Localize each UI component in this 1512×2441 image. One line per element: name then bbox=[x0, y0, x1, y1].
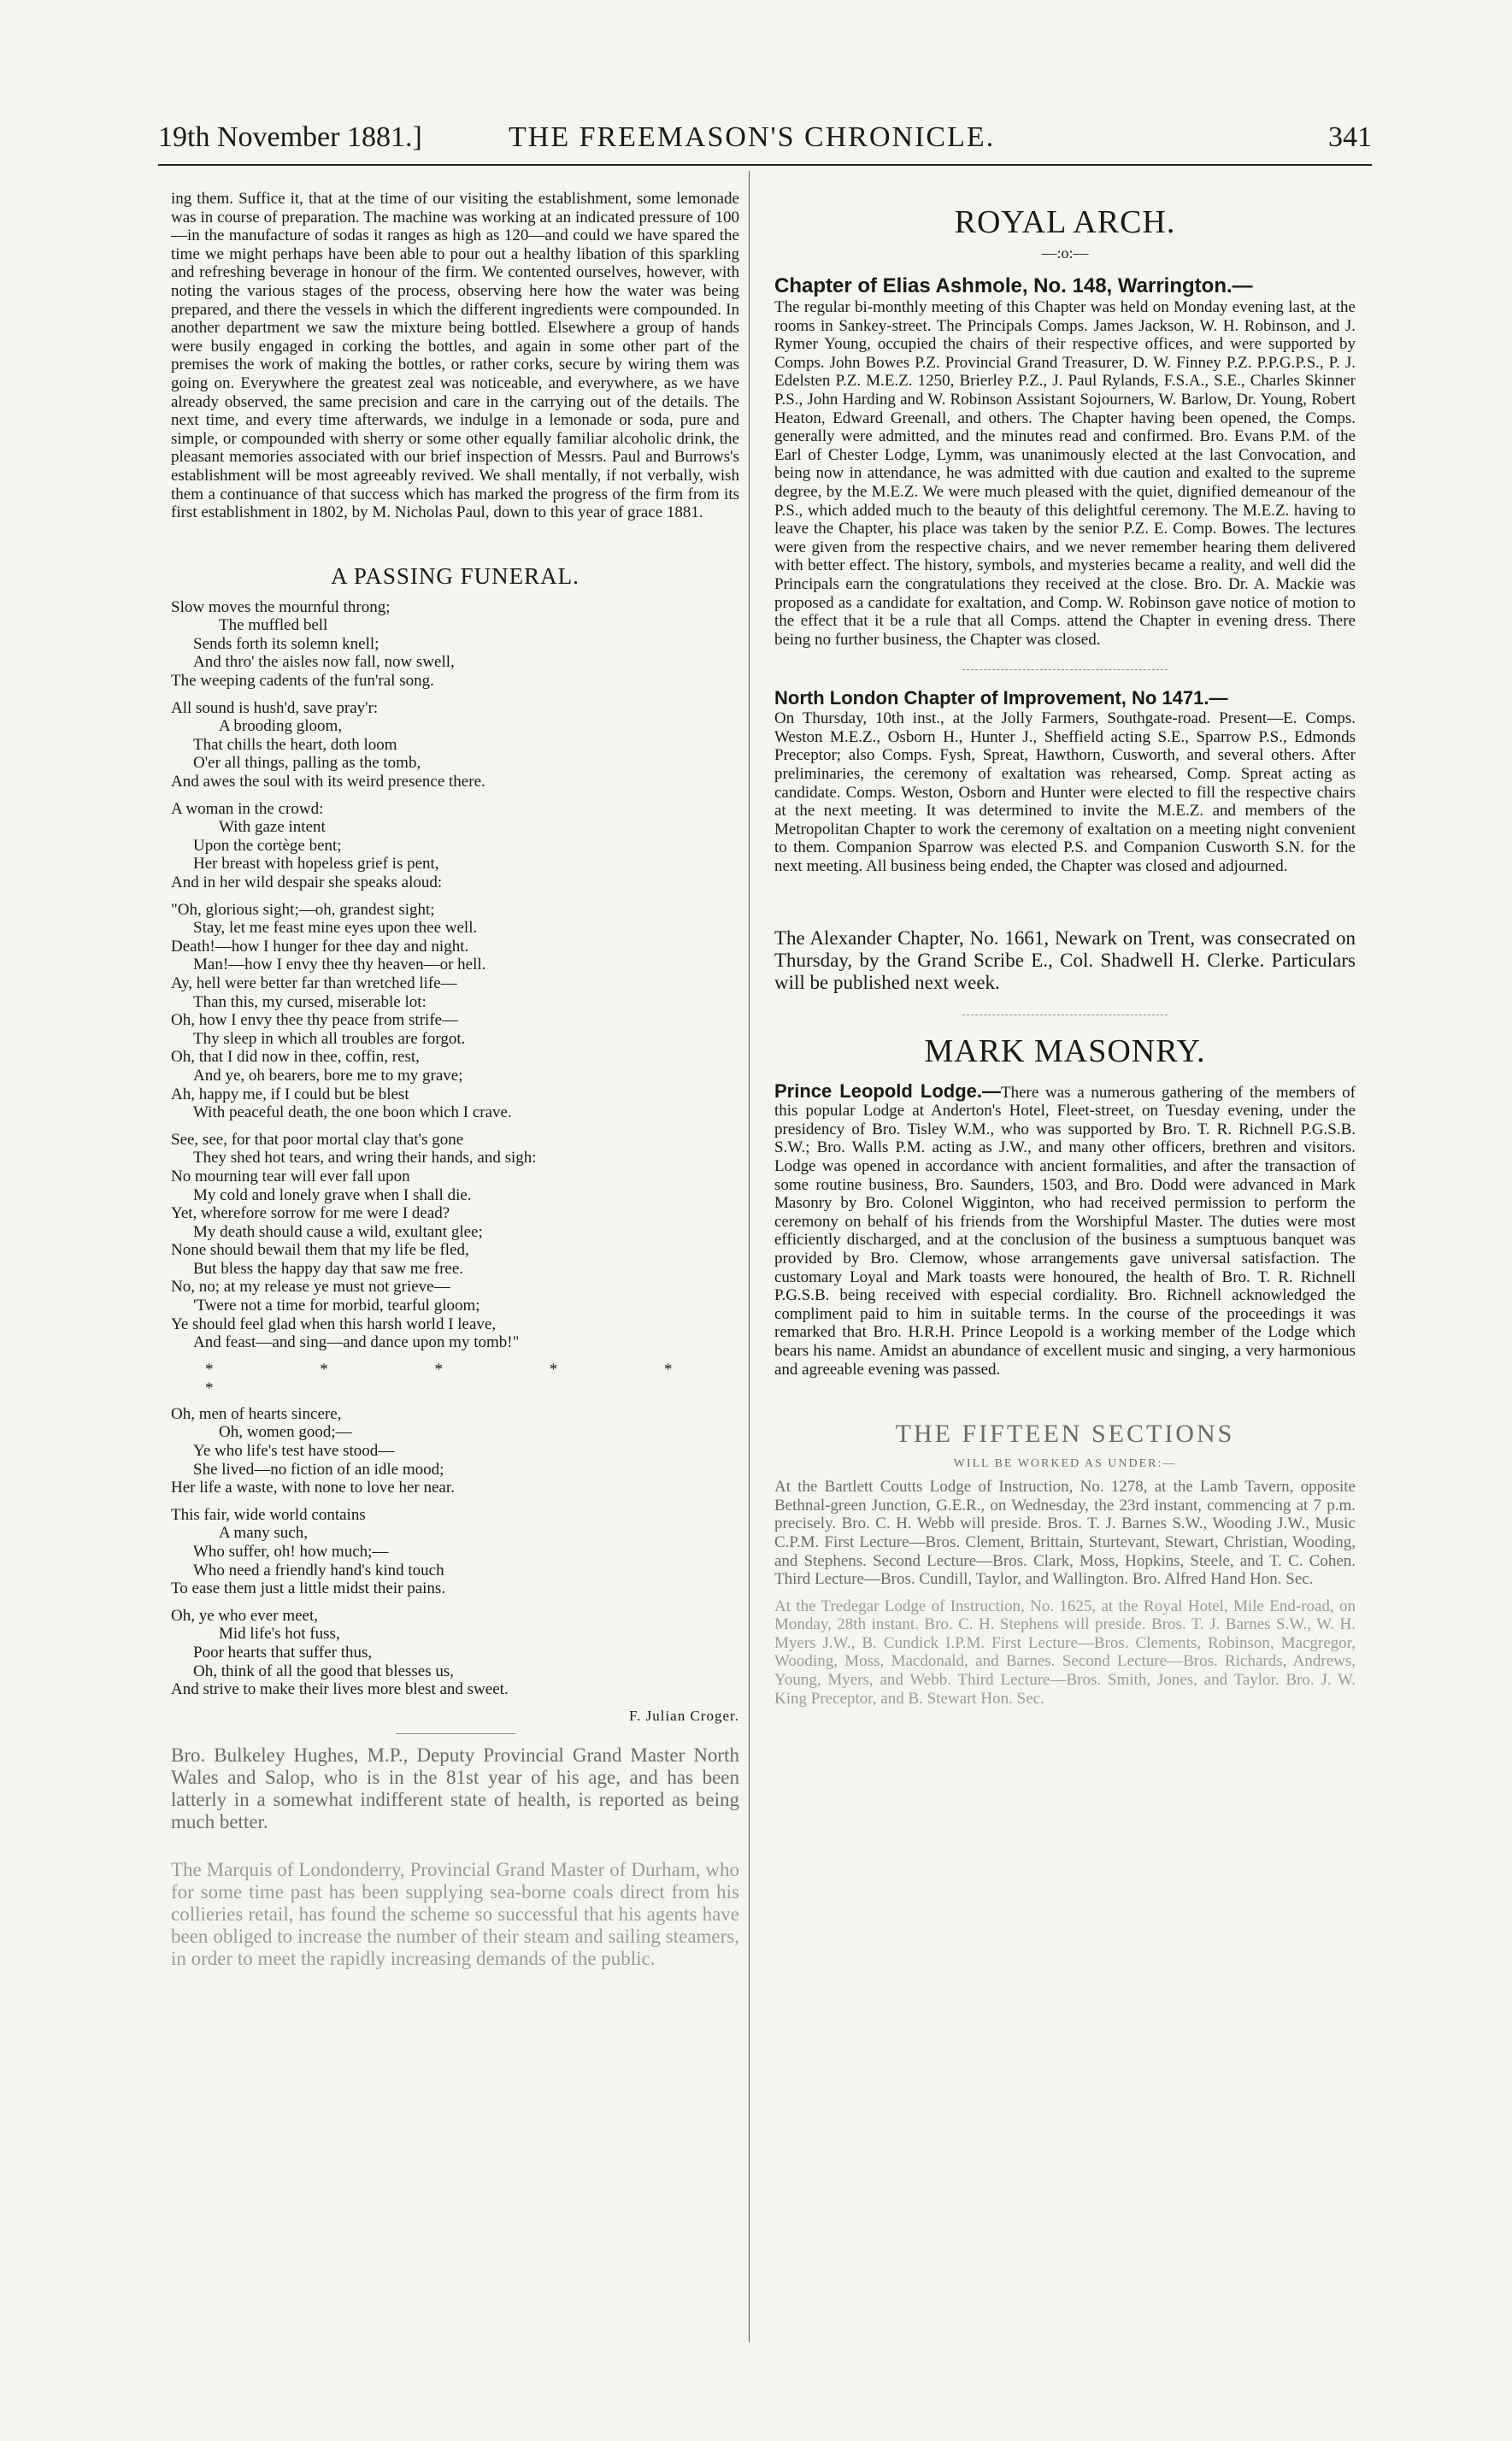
poem-line: Than this, my cursed, miserable lot: bbox=[193, 992, 427, 1011]
poem-line: Oh, ye who ever meet, bbox=[171, 1606, 318, 1625]
poem-line: Oh, women good;— bbox=[219, 1423, 352, 1442]
poem-line: The muffled bell bbox=[219, 616, 328, 635]
poem-line: The weeping cadents of the fun'ral song. bbox=[171, 672, 434, 691]
mark-masonry-title: MARK MASONRY. bbox=[924, 1032, 1206, 1069]
poem-line: Ye should feel glad when this harsh world I leave, bbox=[171, 1315, 497, 1333]
poem-line: My death should cause a wild, exultant glee; bbox=[193, 1222, 483, 1241]
poem-line: Death!—how I hunger for thee day and night. bbox=[171, 937, 469, 956]
poem-line: Ye who life's test have stood— bbox=[193, 1442, 395, 1461]
poem-line: Mid life's hot fuss, bbox=[219, 1625, 340, 1644]
royal-arch-title: ROYAL ARCH. bbox=[954, 204, 1176, 240]
poem-line: They shed hot tears, and wring their hands, and sigh: bbox=[193, 1149, 537, 1168]
poem-line: A brooding gloom, bbox=[219, 717, 343, 736]
poem-line: And awes the soul with its weird presence there. bbox=[171, 773, 485, 791]
fifteen-para-bartlett: At the Bartlett Coutts Lodge of Instruction, No. 1278, at the Lamb Tavern, opposite Bethnal-green Junction, G.E.R., on Wednesday, the 23rd instant, commencing at 7 p.m. precisely. Bro. C. H. Webb will preside. Bros. T. J. Barnes S.W., Wooding J.W., Music C.P.M. First Lecture—Bros. Clement, Brittain, Sturtevant, Stewart, Christian, Wooding, and Stephens. Second Lecture—Bros. Clark, Moss, Hopkins, Steele, and T. C. Cohen. Third Lecture—Bros. Cundill, Taylor, and Wallington. Bro. Alfred Hand Hon. Sec. bbox=[774, 1478, 1356, 1589]
poem-stanza bbox=[171, 1607, 739, 1699]
poem-line: 'Twere not a time for morbid, tearful gloom; bbox=[193, 1297, 480, 1315]
left-column bbox=[171, 190, 739, 1970]
poem-line: To ease them just a little midst their pains. bbox=[171, 1579, 446, 1598]
page-number: 341 bbox=[1328, 121, 1372, 153]
poem-line: Who suffer, oh! how much;— bbox=[193, 1543, 389, 1561]
separator bbox=[962, 669, 1168, 670]
poem-line: Oh, think of all the good that blesses us, bbox=[193, 1662, 455, 1680]
leopold-body: There was a numerous gathering of the members of this popular Lodge at Anderton's Hotel, Fleet-street, on Tuesday evening, under the presidency of Bro. Tisley W.M., who was supported by Bro. T. R. Richnell P.G.S.B. S.W.; Bro. Walls P.M. acting as J.W., and many other officers, brethren and visitors. Lodge was opened in accordance with ancient formalities, and after the transaction of some routine business, Bro. Saunders, 1503, and Bro. Dodd were advanced in Mark Masonry by Bro. Colonel Wigginton, who had received permission to perform the ceremony on behalf of his friends from the Worshipful Master. The duties were most efficiently discharged, and at the conclusion of the business a sumptuous banquet was provided by Bro. Clemow, whose arrangements gave universal satisfaction. The customary Loyal and Mark toasts were honoured, the health of Bro. T. R. Richnell P.G.S.B. being received with especial cordiality. Bro. Richnell acknowledged the compliment paid to him in suitable terms. In the course of the proceedings it was remarked that Bro. H.R.H. Prince Leopold is a working member of the Lodge which bears his name. Amidst an abundance of excellent music and singing, a very harmonious and agreeable evening was passed. bbox=[774, 1083, 1356, 1379]
page-header bbox=[158, 121, 1372, 166]
poem-line: "Oh, glorious sight;—oh, grandest sight; bbox=[171, 900, 435, 919]
poem-line: Yet, wherefore sorrow for me were I dead? bbox=[171, 1204, 450, 1223]
poem-line: Her life a waste, with none to love her near. bbox=[171, 1479, 455, 1497]
hughes-paragraph: Bro. Bulkeley Hughes, M.P., Deputy Provincial Grand Master North Wales and Salop, who is in the 81st year of his age, and has been latterly in a somewhat indifferent state of health, is reported as being much better. bbox=[171, 1744, 739, 1832]
poem-line: But bless the happy day that saw me free. bbox=[193, 1259, 464, 1278]
poem-line: O'er all things, palling as the tomb, bbox=[193, 754, 421, 773]
ashmole-body: The regular bi-monthly meeting of this Chapter was held on Monday evening last, at the rooms in Sankey-street. The Principals Comps. James Jackson, W. H. Robinson, and J. Rymer Young, occupied the chairs of their respective offices, and were supported by Comps. John Bowes P.Z. Provincial Grand Treasurer, D. W. Finney P.Z. P.P.G.P.S., P. J. Edelsten P.Z. M.E.Z. 1250, Brierley P.Z., J. Paul Rylands, F.S.A., S.E., Charles Skinner P.S., John Harding and W. Robinson Assistant Sojourners, W. Barlow, Dr. Young, Robert Heaton, Edward Greenall, and others. The Chapter having been opened, the Comps. generally were admitted, and the minutes read and confirmed. Bro. Evans P.M. of the Earl of Chester Lodge, Lymm, was unanimously elected at the last Convocation, and being now in attendance, he was admitted with due caution and exalted to the supreme degree, by the M.E.Z. We were much pleased with the quiet, dignified demeanour of the P.S., which added much to the beauty of this delightful ceremony. The M.E.Z. having to leave the Chapter, his place was taken by the senior P.Z. E. Comp. Bowes. The lectures were given from the respective chairs, and we never remember hearing them delivered with better effect. The history, symbols, and mysteries became a reality, and well did the Principals earn the congratulations they received at the close. Bro. Dr. A. Mackie was proposed as a candidate for exaltation, and Comp. W. Robinson gave notice of motion to the effect that it be a rule that all Comps. attend the Chapter in evening dress. There being no further business, the Chapter was closed. bbox=[774, 298, 1356, 649]
intro-paragraph: ing them. Suffice it, that at the time of our visiting the establishment, some lemonade was in course of preparation. The machine was working at an indicated pressure of 100—in the manufacture of sodas it ranges as high as 120—and could we have spared the time we might perhaps have been able to pour out a healthy libation of this sparkling and refreshing beverage in honour of the firm. We contented ourselves, however, with noting the various stages of the process, observing here how the water was being prepared, and there the vessels in which the different ingredients were compounded. In another department we saw the mixture being bottled. Elsewhere a group of hands were busily engaged in corking the bottles, and again in some other part of the premises the work of making the bottles, or rather corks, secure by wiring them was going on. Everywhere the greatest zeal was noticeable, and everywhere, as we have already observed, the same precision and care in the carrying out of the details. The next time, and every time afterwards, we indulge in a lemonade or soda, pure and simple, or compounded with sherry or some other equally familiar alcoholic drink, the pleasant memories associated with our brief inspection of Messrs. Paul and Burrows's establishment will be most agreeably revived. We shall mentally, if not verbally, wish them a continuance of that success which has marked the progress of the firm from its first establishment in 1802, by M. Nicholas Paul, down to this year of grace 1881. bbox=[171, 190, 739, 522]
poem-line: No, no; at my release ye must not grieve— bbox=[171, 1278, 450, 1297]
poem-body bbox=[171, 598, 739, 1352]
poem-line: A many such, bbox=[219, 1524, 308, 1543]
poem-line: And strive to make their lives more blest and sweet. bbox=[171, 1680, 509, 1699]
north-london-body: On Thursday, 10th inst., at the Jolly Farmers, Southgate-road. Present—E. Comps. Weston M.E.Z., Osborn H., Hunter J., Sheffield acting S.E., Sparrow P.S., Edmonds Preceptor; also Comps. Fysh, Spreat, Hawthorn, Cusworth, and several others. After preliminaries, the ceremony of exaltation was rehearsed, Comp. Spreat acting as candidate. Comps. Weston, Osborn and Hunter were elected to fill the respective chairs at the next meeting. It was determined to invite the M.E.Z. and members of the Metropolitan Chapter to work the ceremony of exaltation on a meeting night convenient to them. Companion Sparrow was elected P.S. and Companion Cusworth S.N. for the next meeting. All business being ended, the Chapter was closed and adjourned. bbox=[774, 709, 1356, 876]
poem-line: And ye, oh bearers, bore me to my grave; bbox=[193, 1066, 463, 1085]
poem-stanza bbox=[171, 1506, 739, 1598]
poem-title: A PASSING FUNERAL. bbox=[331, 562, 580, 589]
royal-arch-separator: —:o:— bbox=[1041, 244, 1089, 262]
poem-line: Her breast with hopeless grief is pent, bbox=[193, 855, 439, 873]
poem-line: Slow moves the mournful throng; bbox=[171, 597, 391, 616]
north-london-heading: North London Chapter of Improvement, No 1471.— bbox=[774, 687, 1228, 709]
separator bbox=[396, 1733, 515, 1734]
poem-line: Oh, that I did now in thee, coffin, rest, bbox=[171, 1048, 420, 1067]
issue-date: 19th November 1881.] bbox=[158, 121, 422, 153]
poem-line: Oh, how I envy thee thy peace from strife— bbox=[171, 1011, 459, 1030]
ashmole-heading: Chapter of Elias Ashmole, No. 148, Warrington.— bbox=[774, 274, 1253, 297]
poem-line: Sends forth its solemn knell; bbox=[193, 634, 379, 653]
poem-signature: F. Julian Croger. bbox=[629, 1707, 739, 1724]
column-divider bbox=[749, 171, 750, 2342]
poem-line: My cold and lonely grave when I shall die. bbox=[193, 1185, 472, 1204]
poem-line: A woman in the crowd: bbox=[171, 799, 324, 818]
poem-line: And feast—and sing—and dance upon my tomb!" bbox=[193, 1333, 520, 1352]
poem-line: Stay, let me feast mine eyes upon thee well. bbox=[193, 919, 478, 938]
alexander-paragraph: The Alexander Chapter, No. 1661, Newark on Trent, was consecrated on Thursday, by the Grand Scribe E., Col. Shadwell H. Clerke. Particulars will be published next week. bbox=[774, 926, 1356, 993]
fifteen-para-tredegar: At the Tredegar Lodge of Instruction, No. 1625, at the Royal Hotel, Mile End-road, on Monday, 28th instant. Bro. C. H. Stephens will preside. Bros. T. J. Barnes S.W., W. H. Myers J.W., B. Cundick I.P.M. First Lecture—Bros. Clements, Robinson, Macgregor, Wooding, Moss, Macdonald, and Barnes. Second Lecture—Bros. Richards, Andrews, Young, Myers, and Webb. Third Lecture—Bros. Smith, Jones, and Taylor. Bro. J. W. King Preceptor, and B. Stewart Hon. Sec. bbox=[774, 1597, 1356, 1708]
leopold-heading: Prince Leopold Lodge.— bbox=[774, 1079, 1002, 1102]
poem-stanza bbox=[171, 901, 739, 1122]
poem-line: None should bewail them that my life be fled, bbox=[171, 1241, 469, 1260]
poem-stanza bbox=[171, 598, 739, 691]
poem-line: Ay, hell were better far than wretched life— bbox=[171, 973, 457, 992]
poem-body-continued bbox=[171, 1405, 739, 1699]
poem-line: With gaze intent bbox=[219, 818, 326, 837]
londonderry-paragraph: The Marquis of Londonderry, Provincial Grand Master of Durham, who for some time past has been supplying sea-borne coals direct from his collieries retail, has found the scheme so successful that his agents have been obliged to increase the number of their steam and sailing steamers, in order to meet the rapidly increasing demands of the public. bbox=[171, 1858, 739, 1969]
poem-line: Ah, happy me, if I could but be blest bbox=[171, 1085, 409, 1103]
masthead: THE FREEMASON'S CHRONICLE. bbox=[509, 121, 996, 153]
poem-stanza bbox=[171, 800, 739, 892]
poem-line: Man!—how I envy thee thy heaven—or hell. bbox=[193, 956, 486, 974]
fifteen-sections-subtitle: WILL BE WORKED AS UNDER:— bbox=[953, 1457, 1177, 1471]
poem-line: Poor hearts that suffer thus, bbox=[193, 1643, 373, 1662]
leopold-paragraph bbox=[774, 1079, 1356, 1379]
poem-line: With peaceful death, the one boon which I crave. bbox=[193, 1103, 512, 1122]
poem-line: And thro' the aisles now fall, now swell, bbox=[193, 653, 455, 672]
poem-line: Oh, men of hearts sincere, bbox=[171, 1404, 342, 1423]
poem-stanza bbox=[171, 1405, 739, 1497]
poem-line: No mourning tear will ever fall upon bbox=[171, 1167, 410, 1185]
poem-line: That chills the heart, doth loom bbox=[193, 735, 397, 754]
poem-stars: * * * * * * bbox=[205, 1360, 724, 1397]
poem-stanza bbox=[171, 1131, 739, 1352]
poem-line: She lived—no fiction of an idle mood; bbox=[193, 1460, 444, 1479]
right-column bbox=[774, 190, 1356, 1708]
poem-line: All sound is hush'd, save pray'r: bbox=[171, 698, 379, 717]
poem-line: See, see, for that poor mortal clay that's gone bbox=[171, 1130, 464, 1149]
poem-line: Who need a friendly hand's kind touch bbox=[193, 1561, 444, 1579]
poem-line: Thy sleep in which all troubles are forgot. bbox=[193, 1029, 466, 1048]
poem-line: This fair, wide world contains bbox=[171, 1505, 366, 1524]
poem-stanza bbox=[171, 699, 739, 791]
poem-line: And in her wild despair she speaks aloud: bbox=[171, 873, 443, 891]
fifteen-sections-title: THE FIFTEEN SECTIONS bbox=[895, 1420, 1235, 1449]
poem-line: Upon the cortège bent; bbox=[193, 836, 342, 855]
